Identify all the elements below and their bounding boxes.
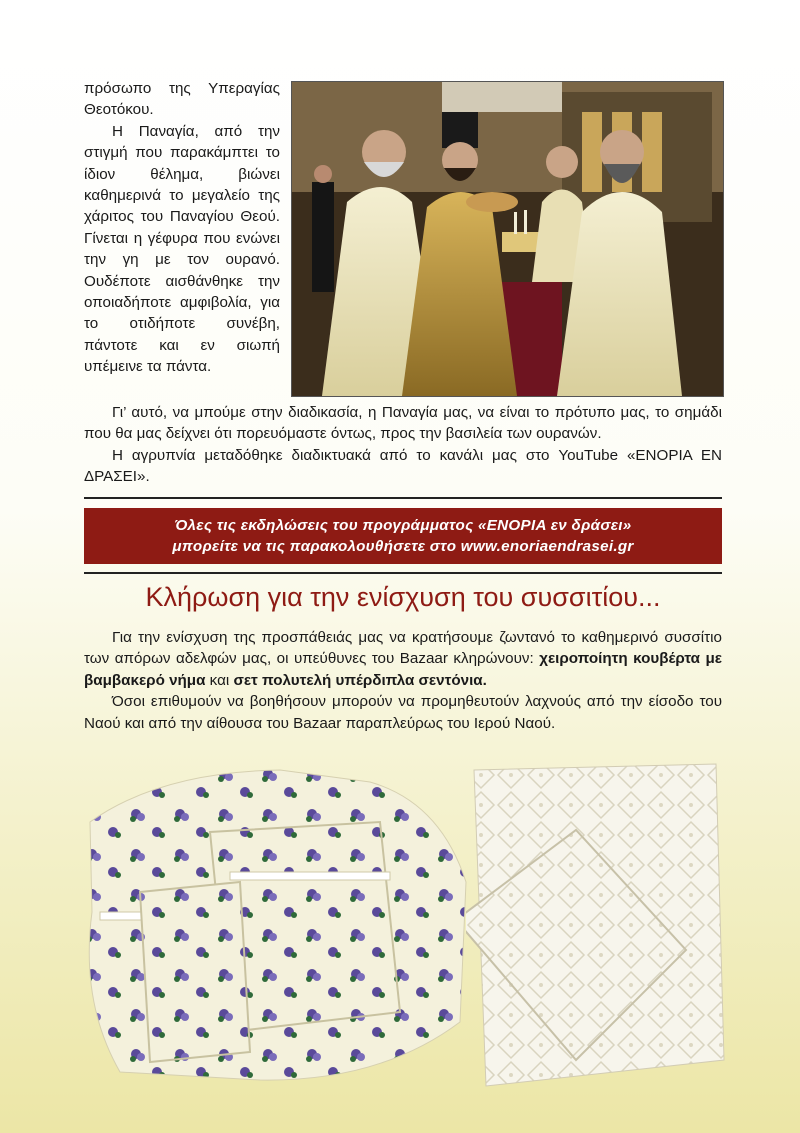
prize-blanket: χειροποίητη κουβέρτα με βαμβακερό νήμα bbox=[84, 650, 723, 689]
raffle-p1-start: Για την ενίσχυση της προσπάθειάς μας να κρατήσουμε ζωντανό το καθημερινό συσσίτιο των απόρων αδελφών μας, οι υπεύθυνες του bbox=[84, 629, 722, 668]
website-banner bbox=[84, 508, 722, 564]
raffle-heading: Κλήρωση για την ενίσχυση του συσσιτίου... bbox=[145, 582, 661, 612]
bazaar-label: Bazaar bbox=[399, 650, 448, 668]
bazaar-label-2: Bazaar bbox=[293, 714, 342, 732]
raffle-p2-start: Όσοι επιθυμούν να βοηθήσουν μπορούν να προμηθευτούν λαχνούς από την είσοδο του Ναού και από την αίθουσα του bbox=[84, 693, 722, 732]
floral-sheets-photo bbox=[80, 762, 472, 1084]
raffle-and: και bbox=[205, 671, 234, 689]
full-width-text bbox=[84, 402, 722, 488]
clergy-photo-illustration bbox=[292, 82, 723, 396]
banner-line-2: μπορείτε να τις παρακολουθήσετε στο www.enoriaendrasei.gr bbox=[172, 538, 634, 555]
raffle-text bbox=[84, 627, 722, 734]
crochet-blanket-illustration bbox=[466, 760, 728, 1090]
paragraph-4: Η αγρυπνία μεταδόθηκε διαδικτυακά από το κανάλι μας στο YouTube «ΕΝΟΡΙΑ ΕΝ ΔΡΑΣΕΙ». bbox=[84, 446, 722, 486]
paragraph-1: πρόσωπο της Υπεραγίας Θεοτόκου. bbox=[84, 80, 280, 119]
raffle-paragraph-2 bbox=[84, 691, 722, 734]
clergy-photo bbox=[291, 81, 724, 397]
prize-sheets: σετ πολυτελή υπέρδιπλα σεντόνια. bbox=[233, 671, 487, 689]
raffle-p2-end: παραπλεύρως του Ιερού Ναού. bbox=[341, 714, 556, 732]
divider-bottom bbox=[84, 572, 722, 574]
raffle-paragraph-1 bbox=[84, 627, 722, 691]
crochet-blanket-photo bbox=[466, 760, 728, 1090]
raffle-p1-mid: κληρώνουν: bbox=[447, 650, 540, 668]
banner-line-1: Όλες τις εκδηλώσεις του προγράμματος «ΕΝΟΡΙΑ εν δράσει» bbox=[174, 517, 632, 534]
left-column-text bbox=[84, 78, 280, 378]
floral-sheets-illustration bbox=[80, 762, 472, 1084]
divider-top bbox=[84, 497, 722, 499]
paragraph-2: Η Παναγία, από την στιγμή που παρακάμπτει το ίδιον θέλημα, βιώνει καθημερινά το μεγαλείο της χάριτος του Παναγίου Θεού. Γίνεται η γέφυρα που ενώνει την γη με τον ουρανό. Ουδέποτε αισθάνθηκε την οποιαδήποτε αμφιβολία, για το οτιδήποτε συνέβη, πάντοτε και εν σιωπή υπέμεινε τα πάντα. bbox=[84, 122, 280, 376]
paragraph-3: Γι’ αυτό, να μπούμε στην διαδικασία, η Παναγία μας, να είναι το πρότυπο μας, το σημάδι που θα μας δείχνει ότι πορευόμαστε όντως, προς την βασιλεία των ουρανών. bbox=[84, 404, 722, 443]
